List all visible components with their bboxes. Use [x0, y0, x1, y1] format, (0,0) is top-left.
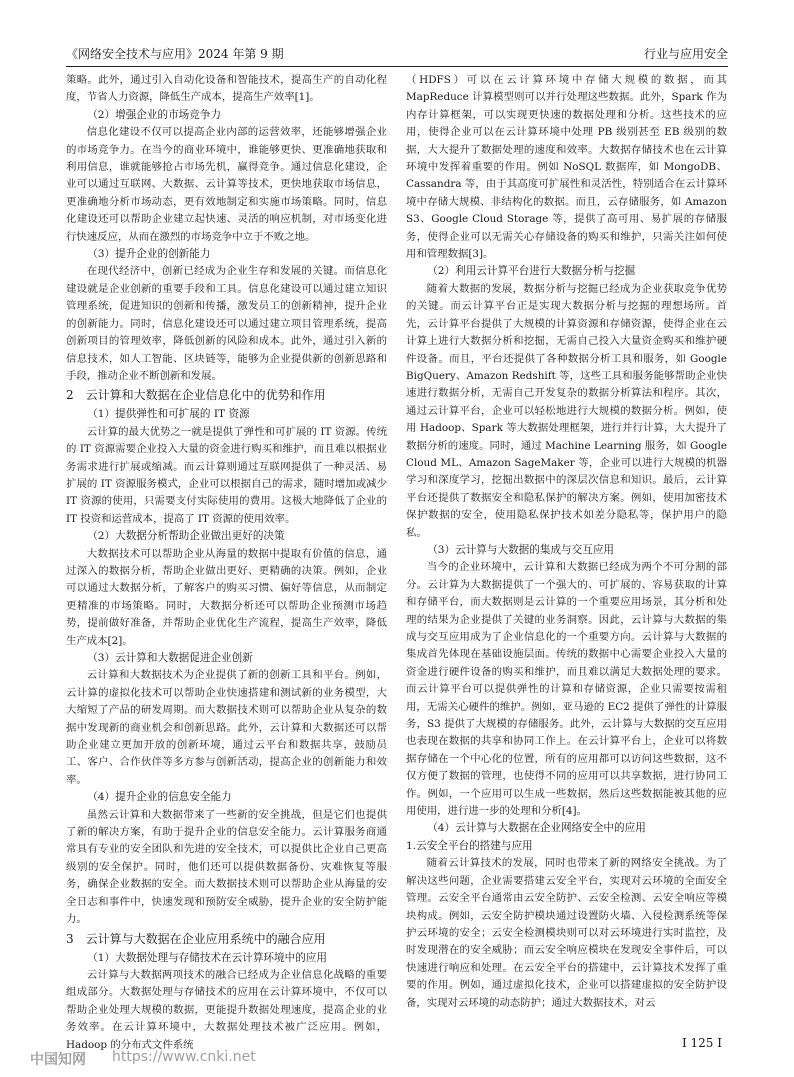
- subsubsection-heading: 1.云安全平台的搭建与应用: [406, 839, 533, 852]
- paragraph: 云计算与大数据两项技术的融合已经成为企业信息化战略的重要组成部分。大数据处理与存储技术的应用在云计算环境中，不仅可以帮助企业处理大规模的数据，更能提升数据处理速度，提高企业的业务效率。在云计算环境中，大数据处理技术被广泛应用。例如，Hadoop 的分布式文件系统: [66, 968, 387, 1051]
- cnki-logo: 中国知网: [30, 1052, 86, 1068]
- subsection-heading: （2）利用云计算平台进行大数据分析与挖掘: [427, 265, 636, 278]
- subsection-heading: （2）大数据分析帮助企业做出更好的决策: [87, 530, 285, 543]
- section-heading: 2 云计算和大数据在企业信息化中的优势和作用: [66, 388, 326, 403]
- paragraph: 虽然云计算和大数据带来了一些新的安全挑战，但是它们也提供了新的解决方案，有助于提升企业的信息安全能力。云计算服务商通常具有专业的安全团队和先进的安全技术，可以提供比企业自己更高级别的安全保护。同时，他们还可以提供数据备份、灾难恢复等服务，确保企业数据的安全。而大数据技术则可以帮助企业从海量的安全日志和事件中，快速发现和预防安全威胁，提升企业的安全防护能力。: [66, 808, 387, 926]
- paragraph: 当今的企业环境中，云计算和大数据已经成为两个不可分割的部分。云计算为大数据提供了一个强大的、可扩展的、容易获取的计算和存储平台，而大数据则是云计算的一个重要应用场景，其分析和处理的结果为企业提供了关键的业务洞察。因此，云计算与大数据的集成与交互应用成为了企业信息化的一个重要方向。云计算与大数据的集成首先体现在基础设施层面。传统的数据中心需要企业投入大量的资金进行硬件设备的购买和维护，而且难以满足大数据处理的要求。而云计算平台可以提供弹性的计算和存储资源，企业只需要按需租用，无需关心硬件的维护。例如，亚马逊的 EC2 提供了弹性的计算服务，S3 提供了大规模的存储服务。此外，云计算与大数据的交互应用也表现在数据的共享和协同工作上。在云计算平台上，企业可以将数据存储在一个中心化的位置，所有的应用都可以访问这些数据，这不仅方便了数据的管理，也使得不同的应用可以共享数据，进行协同工作。例如，一个应用可以生成一些数据，然后这些数据能被其他的应用使用，进行进一步的处理和分析[4]。: [406, 561, 727, 818]
- subsection-heading: （1）提供弹性和可扩展的 IT 资源: [87, 408, 250, 421]
- paragraph: 随着云计算技术的发展，同时也带来了新的网络安全挑战。为了解决这些问题，企业需要搭建云安全平台，实现对云环境的全面安全管理。云安全平台通常由云安全防护、云安全检测、云安全响应等模块构成。例如，云安全防护模块通过设置防火墙、入侵检测系统等保护云环境的安全；云安全检测模块则可以对云环境进行实时监控，及时发现潜在的安全威胁；而云安全响应模块在发现安全事件后，可以快速进行响应和处理。在云安全平台的搭建中，云计算技术发挥了重要的作用。例如，通过虚拟化技术，企业可以搭建虚拟的安全防护设备，实现对云环境的动态防护；通过大数据技术，对云: [406, 857, 727, 1009]
- paragraph: 大数据技术可以帮助企业从海量的数据中提取有价值的信息，通过深入的数据分析，帮助企业做出更好、更精确的决策。例如，企业可以通过大数据分析，了解客户的购买习惯、偏好等信息，从而制定更精准的市场策略。同时，大数据分析还可以帮助企业预测市场趋势，提前做好准备，并帮助企业优化生产流程，提高生产效率，降低生产成本[2]。: [66, 547, 387, 647]
- subsection-heading: （3）云计算和大数据促进企业创新: [87, 652, 253, 664]
- page-number: I 125 I: [681, 1036, 722, 1050]
- paragraph: 云计算的最大优势之一就是提供了弹性和可扩展的 IT 资源。传统的 IT 资源需要企业投入大量的资金进行购买和维护，而且难以根据业务需求进行扩展或缩减。而云计算则通过互联网提供了一种灵活、易扩展的 IT 资源服务模式，企业可以根据自己的需求，随时增加或减少 IT 资源的使用，只需要支付实际使用的费用。这极大地降低了企业的 IT 投资和运营成本，提高了 IT 资源的使用效率。: [66, 425, 387, 525]
- paragraph: （HDFS）可以在云计算环境中存储大规模的数据，而其 MapReduce 计算模型则可以并行处理这些数据。此外，Spark 作为内存计算框架，可以实现更快速的数据处理和分析。这些技术的应用，使得企业可以在云计算环境中处理 PB 级别甚至 EB 级别的数据，大大提升了数据处理的速度和效率。大数据存储技术也在云计算环境中发挥着重要的作用。例如 NoSQL 数据库，如 MongoDB、Cassandra 等，由于其高度可扩展性和灵活性，特别适合在云计算环境中存储大规模、非结构化的数据。而且，云存储服务，如 Amazon S3、Google Cloud Storage 等，提供了高可用、易扩展的存储服务，使得企业可以无需关心存储设备的购买和维护，只需关注如何使用和管理数据[3]。: [406, 74, 727, 261]
- paragraph: 策略。此外，通过引入自动化设备和智能技术，提高生产的自动化程度，节省人力资源，降低生产成本，提高生产效率[1]。: [66, 74, 387, 104]
- section-heading: 3 云计算与大数据在企业应用系统中的融合应用: [66, 931, 326, 946]
- paragraph: 信息化建设不仅可以提高企业内部的运营效率，还能够增强企业的市场竞争力。在当今的商业环境中，谁能够更快、更准确地获取和利用信息，谁就能够抢占市场先机，赢得竞争。通过信息化建设，企业可以通过互联网、大数据、云计算等技术，更快地获取市场信息，更准确地分析市场动态，更有效地制定和实施市场策略。同时，信息化建设还可以帮助企业建立起快速、灵活的响应机制，对市场变化进行快速反应，从而在激烈的市场竞争中立于不败之地。: [66, 126, 387, 243]
- right-column: [406, 72, 727, 1009]
- subsection-heading: （4）提升企业的信息安全能力: [87, 791, 232, 804]
- section-title: 行业与应用安全: [643, 47, 728, 61]
- subsection-heading: （3）云计算与大数据的集成与交互应用: [427, 543, 615, 556]
- subsection-heading: （4）云计算与大数据在企业网络安全中的应用: [427, 822, 646, 835]
- running-header: [66, 40, 728, 67]
- journal-title: 《网络安全技术与应用》2024 年第 9 期: [66, 47, 284, 61]
- paragraph: 随着大数据的发展，数据分析与挖掘已经成为企业获取竞争优势的关键。而云计算平台正是实现大数据分析与挖掘的理想场所。首先，云计算平台提供了大规模的计算资源和存储资源，使得企业在云计算上进行大数据分析和挖掘，无需自己投入大量资金购买和维护硬件设备。而且，平台还提供了各种数据分析工具和服务，如 Google BigQuery、Amazon Redshift 等，这些工具和服务能够帮助企业快速进行数据分析，无需自己开发复杂的数据分析算法和程序。其次，通过云计算平台，企业可以轻松地进行大规模的数据分析。例如，使用 Hadoop、Spark 等大数据处理框架，进行并行计算，大大提升了数据分析的速度。同时，通过 Machine Learning 服务，如 Google Cloud ML、Amazon SageMaker 等，企业可以进行大规模的机器学习和深度学习，挖掘出数据中的深层次信息和知识。最后，云计算平台还提供了数据安全和隐私保护的解决方案。例如，使用加密技术保护数据的安全，使用隐私保护技术如差分隐私等，保护用户的隐私。: [406, 282, 727, 539]
- paragraph: 云计算和大数据技术为企业提供了新的创新工具和平台。例如，云计算的虚拟化技术可以帮助企业快速搭建和测试新的业务模型，大大缩短了产品的研发周期。而大数据技术则可以帮助企业从复杂的数据中发现新的商业机会和创新思路。此外，云计算和大数据还可以帮助企业建立更加开放的创新环境，通过云平台和数据共享，鼓励员工、客户、合作伙伴等多方参与创新活动，提高企业的创新能力和效率。: [66, 669, 387, 786]
- page-number-value: 125: [690, 1036, 714, 1050]
- subsection-heading: （3）提升企业的创新能力: [87, 248, 211, 261]
- paragraph: 在现代经济中，创新已经成为企业生存和发展的关键。而信息化建设就是企业创新的重要手段和工具。信息化建设可以通过建立知识管理系统，促进知识的创新和传播，激发员工的创新精神，提升企业的创新能力。同时，信息化建设还可以通过建立项目管理系统，提高创新项目的管理效率，降低创新的风险和成本。此外，通过引入新的信息技术，如人工智能、区块链等，能够为企业提供新的创新思路和手段，推动企业不断创新和发展。: [66, 265, 387, 382]
- subsection-heading: （1）大数据处理与存储技术在云计算环境中的应用: [87, 951, 327, 964]
- cnki-url[interactable]: https://www.cnki.net: [112, 1049, 256, 1065]
- left-column: [66, 72, 387, 1051]
- subsection-heading: （2）增强企业的市场竞争力: [87, 108, 222, 121]
